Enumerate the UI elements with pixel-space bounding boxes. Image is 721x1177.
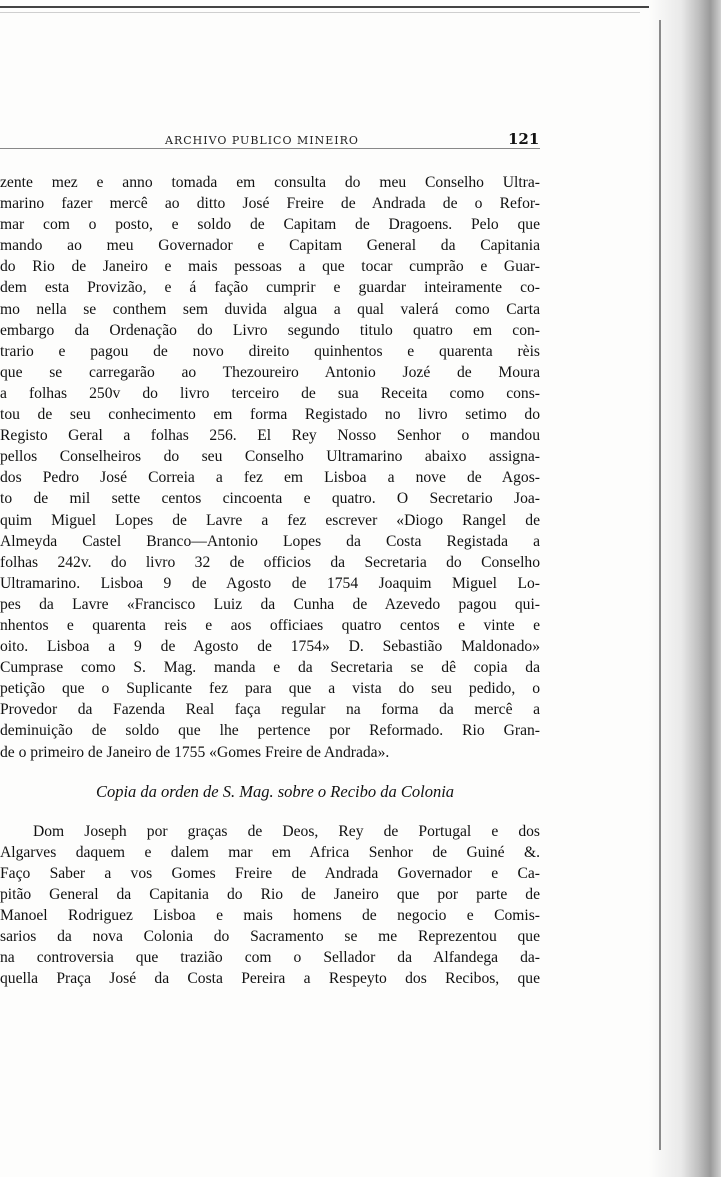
binding-edge	[659, 20, 661, 1150]
text-line: dem esta Provizão, e á fação cumprir e guardar inteiramente co-	[0, 279, 540, 297]
text-line: zente mez e anno tomada em consulta do meu Conselho Ultra-	[0, 174, 540, 191]
section-title: Copia da orden de S. Mag. sobre o Recibo da Colonia	[95, 781, 455, 801]
text-line: mando ao meu Governador e Capitam General da Capitania	[0, 237, 540, 255]
text-line: mo nella se conthem sem duvida algua a qual valerá como Carta	[0, 300, 540, 318]
text-line: Ultramarino. Lisboa 9 de Agosto de 1754 Joaquim Miguel Lo-	[0, 574, 540, 592]
text-line: sarios da nova Colonia do Sacramento se me Reprezentou que	[0, 928, 540, 946]
paragraph-1	[0, 172, 540, 763]
paragraph-2	[0, 821, 540, 990]
page-edge-rule-faint	[0, 12, 640, 13]
text-line: Cumprase como S. Mag. manda e da Secretaria se dê copia da	[0, 659, 540, 677]
text-line: petição que o Suplicante fez para que a vista do seu pedido, o	[0, 680, 540, 698]
header-rule	[0, 148, 540, 149]
page-edge-rule	[0, 6, 650, 8]
text-line: de o primeiro de Janeiro de 1755 «Gomes Freire de Andrada».	[0, 743, 390, 761]
text-line: na controversia que trazião com o Sellador da Alfandega da-	[0, 949, 540, 967]
text-line: Provedor da Fazenda Real faça regular na forma da mercê a	[0, 701, 540, 719]
text-line: do Rio de Janeiro e mais pessoas a que tocar cumprão e Guar-	[0, 258, 540, 276]
text-line: deminuição de soldo que lhe pertence por Reformado. Rio Gran-	[0, 722, 540, 740]
text-line: Algarves daquem e dalem mar em Africa Senhor de Guiné &.	[0, 843, 540, 861]
text-line: Manoel Rodriguez Lisboa e mais homens de negocio e Comis-	[0, 907, 540, 924]
text-line: Faço Saber a vos Gomes Freire de Andrada Governador e Ca-	[0, 864, 540, 882]
text-line: to de mil sette centos cincoenta e quatro. O Secretario Joa-	[0, 490, 540, 508]
text-line: folhas 242v. do livro 32 de officios da Secretaria do Conselho	[0, 553, 540, 571]
page-number: 121	[508, 130, 540, 148]
running-title: ARCHIVO PUBLICO MINEIRO	[165, 134, 359, 147]
text-line: tou de seu conhecimento em forma Registado no livro setimo do	[0, 406, 540, 424]
text-line: marino fazer mercê ao ditto José Freire de Andrada de o Refor-	[0, 195, 540, 213]
text-line: a folhas 250v do livro terceiro de sua Receita como cons-	[0, 384, 540, 402]
text-line: pes da Lavre «Francisco Luiz da Cunha de Azevedo pagou qui-	[0, 595, 540, 613]
text-line: embargo da Ordenação do Livro segundo titulo quatro em con-	[0, 321, 540, 339]
text-line: Almeyda Castel Branco—Antonio Lopes da Costa Registada a	[0, 532, 540, 550]
text-line: que se carregarão ao Thezoureiro Antonio Jozé de Moura	[0, 363, 540, 381]
page-header	[0, 130, 545, 154]
text-line: dos Pedro José Correia a fez em Lisboa a nove de Agos-	[0, 469, 540, 487]
text-line: Registo Geral a folhas 256. El Rey Nosso Senhor o mandou	[0, 427, 540, 445]
text-line: oito. Lisboa a 9 de Agosto de 1754» D. Sebastião Maldonado»	[0, 638, 540, 656]
text-line: nhentos e quarenta reis e aos officiaes quatro centos e vinte e	[0, 616, 540, 634]
text-line: quella Praça José da Costa Pereira a Respeyto dos Recibos, que	[0, 970, 540, 988]
text-line: Dom Joseph por graças de Deos, Rey de Portugal e dos	[33, 822, 540, 840]
text-line: trario e pagou de novo direito quinhentos e quarenta rèis	[0, 342, 540, 360]
page-body	[0, 172, 540, 989]
text-line: pitão General da Capitania do Rio de Janeiro que por parte de	[0, 885, 540, 903]
text-line: mar com o posto, e soldo de Capitam de Dragoens. Pelo que	[0, 216, 540, 234]
text-line: quim Miguel Lopes de Lavre a fez escrever «Diogo Rangel de	[0, 511, 540, 529]
text-line: pellos Conselheiros do seu Conselho Ultramarino abaixo assigna-	[0, 448, 540, 466]
